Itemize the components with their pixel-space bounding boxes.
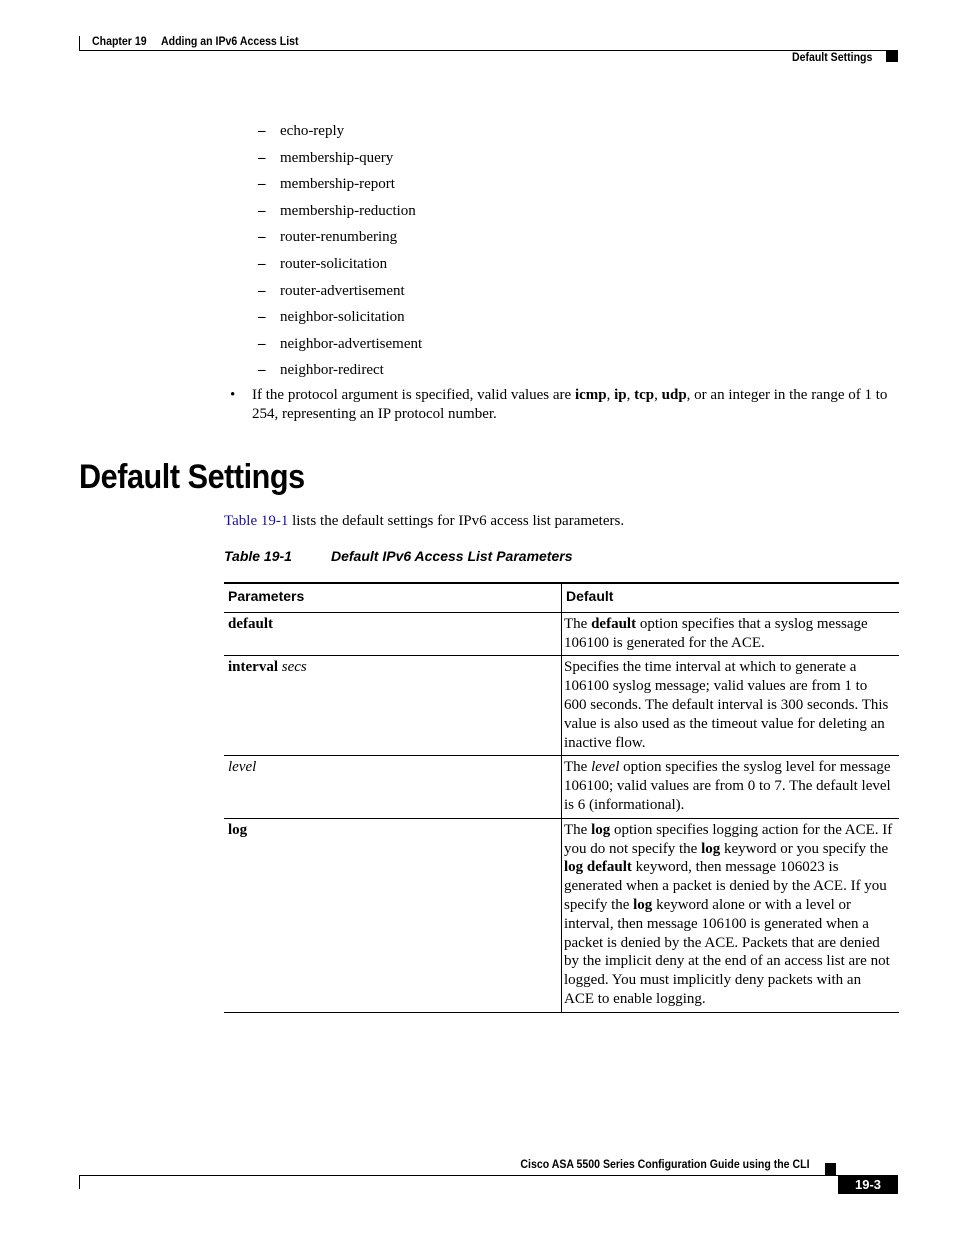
header-rule (79, 50, 898, 51)
list-item: – router-advertisement (258, 282, 405, 299)
header-chapter: Chapter 19 (92, 34, 147, 48)
table-row (224, 612, 899, 656)
table-row (224, 656, 899, 756)
default-cell: The default option specifies that a syslog message 106100 is generated for the ACE. (562, 612, 900, 656)
intro-paragraph: Table 19-1 lists the default settings for IPv6 access list parameters. (224, 513, 625, 529)
list-item: – router-renumbering (258, 229, 398, 246)
column-header-parameters: Parameters (224, 583, 562, 612)
footer-guide-title: Cisco ASA 5500 Series Configuration Guide using the CLI (519, 1157, 809, 1171)
list-item: – neighbor-advertisement (258, 335, 423, 352)
list-item: – neighbor-solicitation (258, 309, 405, 326)
param-cell: log (224, 818, 562, 1012)
header-chapter-title: Adding an IPv6 Access List (161, 34, 299, 48)
header-marker-box (886, 51, 898, 62)
header-left-rule (79, 36, 80, 51)
icmp-type-list (258, 121, 422, 387)
header-section: Default Settings (791, 50, 872, 64)
column-header-default: Default (562, 583, 900, 612)
table-link[interactable]: Table 19-1 (224, 513, 289, 529)
default-cell: The log option specifies logging action for the ACE. If you do not specify the log keyword or you specify the log default keyword, then message 106023 is generated when a packet is denied by the ACE. If you specify the log keyword alone or with a level or interval, then message 106100 is generated when a packet is denied by the ACE. Packets that are denied by the implicit deny at the end of an access list are not logged. You must implicitly deny packets with an ACE to enable logging. (562, 818, 900, 1012)
bullet-icon: • (230, 387, 236, 403)
table-row (224, 818, 899, 1012)
param-cell: interval secs (224, 656, 562, 756)
list-item: – membership-report (258, 176, 395, 193)
table-caption-number: Table 19-1 (224, 548, 292, 564)
list-item: – membership-reduction (258, 202, 416, 219)
table-caption (224, 548, 573, 564)
footer-left-rule (79, 1175, 80, 1189)
list-item: – neighbor-redirect (258, 362, 384, 379)
table-row (224, 756, 899, 818)
parameters-table (224, 582, 899, 1013)
default-cell: The level option specifies the syslog level for message 106100; valid values are from 0 to 7. The default level is 6 (informational). (562, 756, 900, 818)
list-item: – router-solicitation (258, 255, 388, 272)
bullet-text: If the protocol argument is specified, valid values are icmp, ip, tcp, udp, or an integer in the range of 1 to 254, representing an IP protocol number. (252, 387, 888, 422)
param-cell: level (224, 756, 562, 818)
protocol-bullet (230, 386, 898, 424)
section-title: Default Settings (79, 458, 305, 496)
list-item: – membership-query (258, 149, 394, 166)
table-caption-title: Default IPv6 Access List Parameters (331, 548, 573, 564)
footer-marker-box (825, 1163, 836, 1175)
list-item: – echo-reply (258, 123, 345, 139)
default-cell: Specifies the time interval at which to generate a 106100 syslog message; valid values are from 1 to 600 seconds. The default interval is 300 seconds. This value is also used as the timeout value for deleting an inactive flow. (562, 656, 900, 756)
page-number: 19-3 (838, 1175, 898, 1194)
table-header-row (224, 583, 899, 612)
footer-rule (79, 1175, 838, 1176)
param-cell: default (224, 612, 562, 656)
